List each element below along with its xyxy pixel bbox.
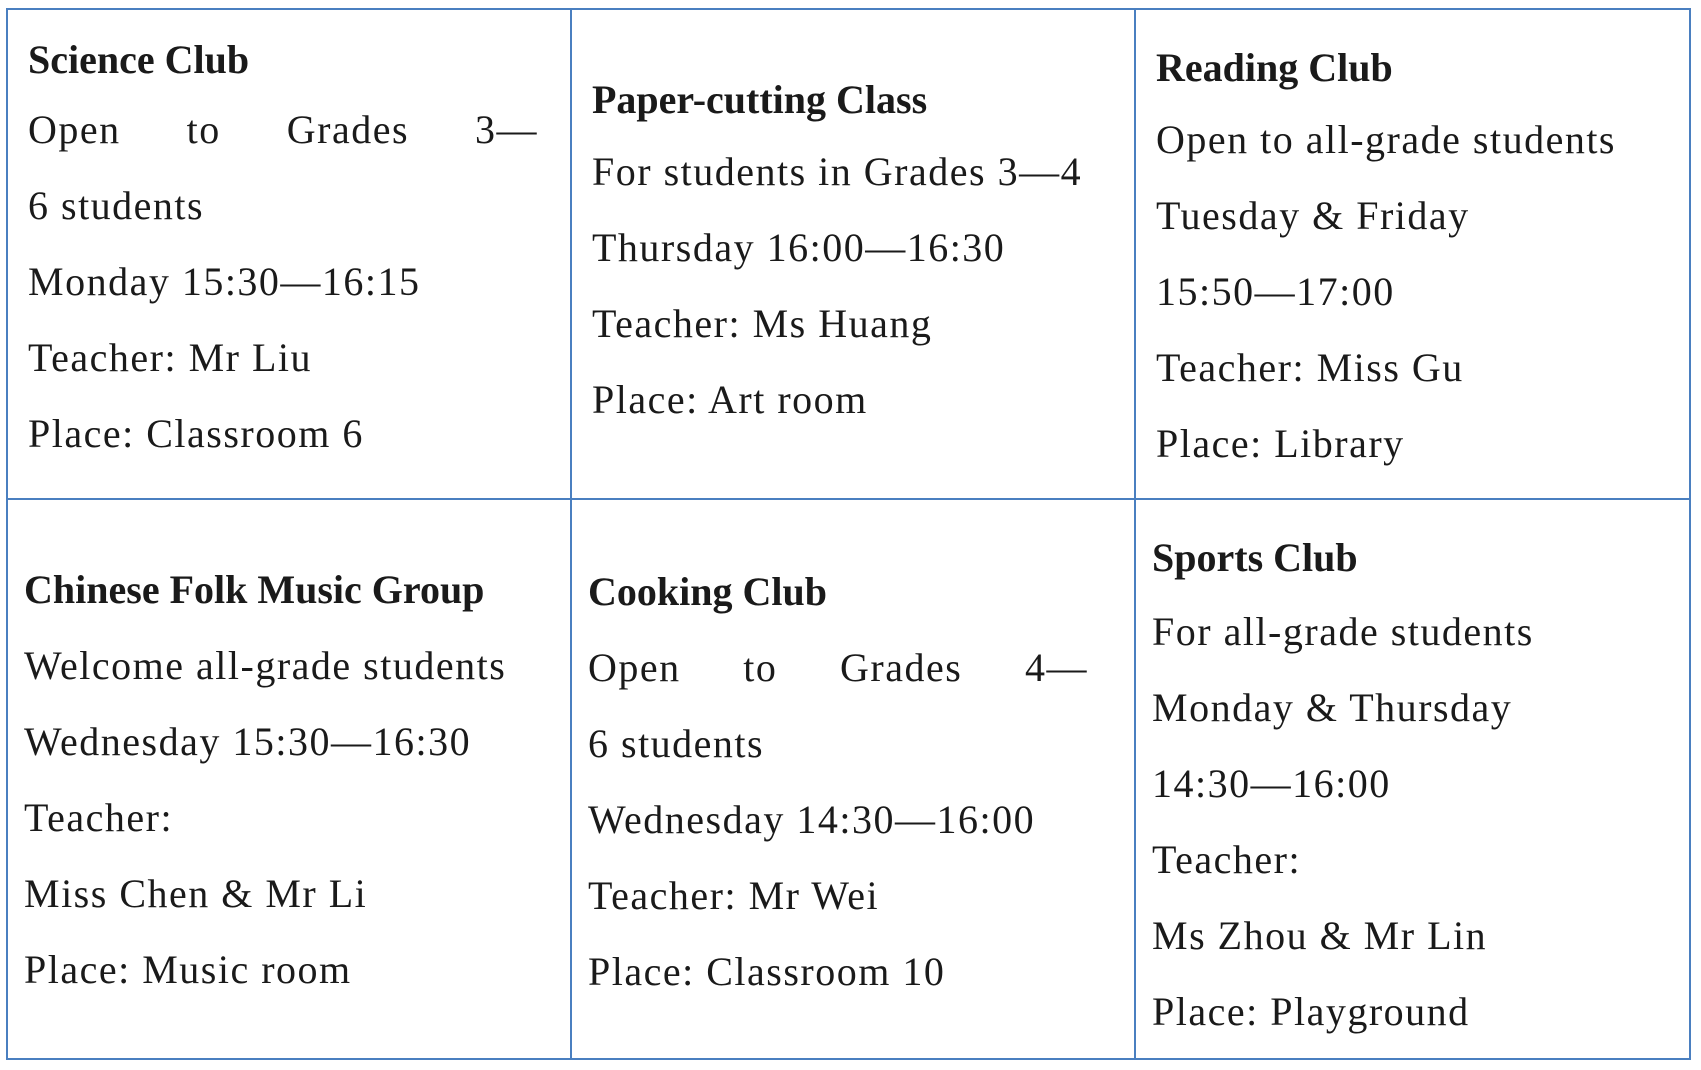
club-time: 15:50—17:00 bbox=[1156, 269, 1395, 314]
club-cell-reading bbox=[1136, 10, 1689, 500]
word: 3— bbox=[475, 107, 538, 152]
club-line: Welcome all-grade students bbox=[24, 643, 507, 688]
word: Open bbox=[28, 107, 121, 152]
club-days: Monday & Thursday bbox=[1152, 685, 1513, 730]
club-time: Wednesday 15:30—16:30 bbox=[24, 719, 472, 764]
club-line: Open to all-grade students bbox=[1156, 117, 1616, 162]
club-cell-cooking bbox=[572, 500, 1136, 1058]
club-time: Monday 15:30—16:15 bbox=[28, 259, 421, 304]
club-title: Reading Club bbox=[1156, 45, 1393, 90]
club-teacher-label: Teacher: bbox=[1152, 837, 1302, 882]
club-teacher: Teacher: Mr Liu bbox=[28, 335, 313, 380]
word: Open bbox=[588, 645, 681, 690]
club-place: Place: Classroom 10 bbox=[588, 949, 946, 994]
club-open-line bbox=[28, 107, 538, 152]
club-cell-sports bbox=[1136, 500, 1689, 1058]
club-cell-paper-cutting bbox=[572, 10, 1136, 500]
club-time: 14:30—16:00 bbox=[1152, 761, 1391, 806]
club-teacher-label: Teacher: bbox=[24, 795, 174, 840]
word: Grades bbox=[286, 107, 410, 152]
word: Grades bbox=[840, 645, 963, 690]
club-teacher: Teacher: Ms Huang bbox=[592, 301, 933, 346]
club-line: For students in Grades 3—4 bbox=[592, 149, 1083, 194]
club-title: Chinese Folk Music Group bbox=[24, 567, 485, 612]
club-teacher: Teacher: Mr Wei bbox=[588, 873, 880, 918]
club-teacher: Teacher: Miss Gu bbox=[1156, 345, 1464, 390]
club-line: 6 students bbox=[28, 183, 205, 228]
club-line: 6 students bbox=[588, 721, 765, 766]
word: 4— bbox=[1024, 645, 1088, 690]
club-title: Cooking Club bbox=[588, 569, 827, 614]
club-cell-folk-music bbox=[8, 500, 572, 1058]
club-place: Place: Playground bbox=[1152, 989, 1470, 1034]
club-teacher: Miss Chen & Mr Li bbox=[24, 871, 368, 916]
club-place: Place: Music room bbox=[24, 947, 352, 992]
club-place: Place: Art room bbox=[592, 377, 868, 422]
club-cell-science bbox=[8, 10, 572, 500]
club-title: Science Club bbox=[28, 37, 250, 82]
club-time: Wednesday 14:30—16:00 bbox=[588, 797, 1036, 842]
club-title: Paper-cutting Class bbox=[592, 77, 928, 122]
word: to bbox=[186, 107, 221, 152]
club-open-line bbox=[588, 645, 1088, 690]
club-days: Tuesday & Friday bbox=[1156, 193, 1470, 238]
club-time: Thursday 16:00—16:30 bbox=[592, 225, 1006, 270]
word: to bbox=[743, 645, 778, 690]
club-place: Place: Classroom 6 bbox=[28, 411, 364, 456]
club-title: Sports Club bbox=[1152, 535, 1358, 580]
club-teacher: Ms Zhou & Mr Lin bbox=[1152, 913, 1488, 958]
club-line: For all-grade students bbox=[1152, 609, 1534, 654]
clubs-table bbox=[6, 8, 1691, 1060]
club-place: Place: Library bbox=[1156, 421, 1405, 466]
